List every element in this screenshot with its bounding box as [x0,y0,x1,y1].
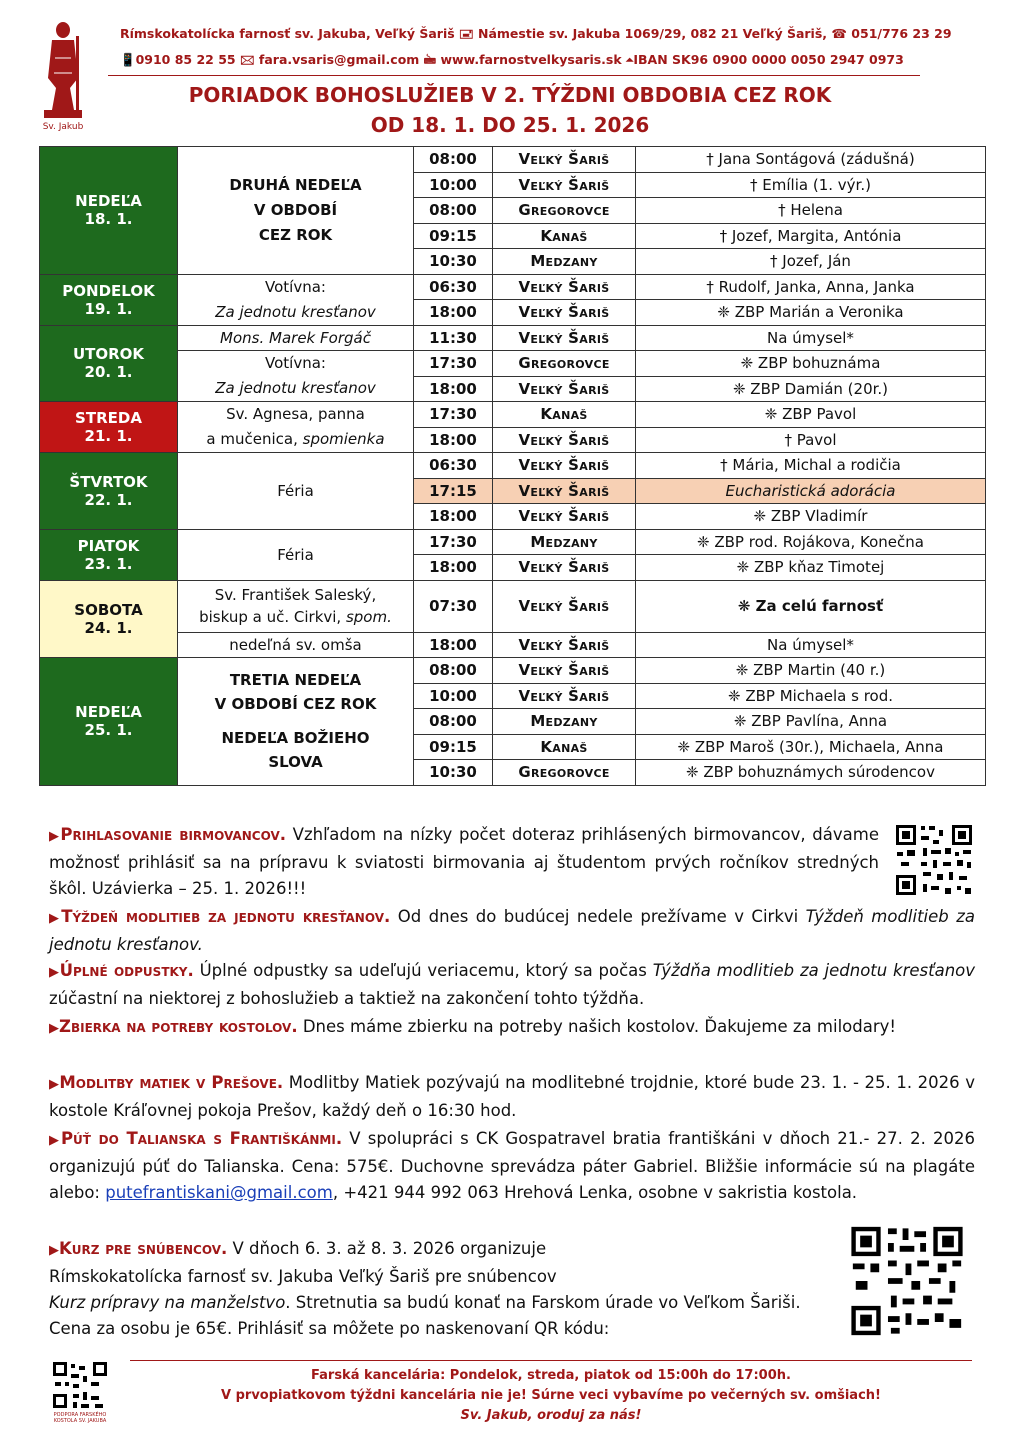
announcement-text: V spolupráci s CK Gospatravel bratia františkáni v dňoch 21.- 27. 2. 2026 organizujú púť do Talianska. Cena: 575€. Duchovne sprevádza páter Gabriel. Bližšie informácie sú na plagáte alebo: [49,1129,975,1202]
announcement-heading: Zbierka na potreby kostolov. [59,1017,298,1036]
mass-intention: † Mária, Michal a rodičia [636,453,986,479]
mass-intention: † Emília (1. výr.) [636,172,986,198]
mass-time: 18:00 [414,300,493,326]
mass-intention: ❈ ZBP Pavlína, Anna [636,709,986,735]
qr-code-icon[interactable] [847,1222,967,1340]
mass-place: Gregorovce [493,351,636,377]
feast-cell: Votívna: Za jednotu kresťanov [178,274,414,325]
day-cell-wednesday: STREDA 21. 1. [40,402,178,453]
day-cell-sunday: NEDEĽA 18. 1. [40,147,178,275]
mass-place: Veľký Šariš [493,683,636,709]
mass-time: 11:30 [414,325,493,351]
table-row [40,453,986,479]
mass-place: Medzany [493,709,636,735]
mass-intention: ❈ ZBP bohuznámych súrodencov [636,760,986,786]
feast-cell: Féria [178,529,414,580]
announcement-text: Cena za osobu je 65€. Prihlásiť sa môžete po naskenovaní QR kódu: [49,1319,610,1338]
day-cell-sunday: NEDEĽA 25. 1. [40,658,178,786]
mass-intention: ❈ ZBP kňaz Timotej [636,555,986,581]
mass-time: 17:30 [414,529,493,555]
announcement-collection [49,1014,975,1042]
announcement-confirmation [49,822,879,902]
title-line-1: PORIADOK BOHOSLUŽIEB V 2. TÝŽDNI OBDOBIA CEZ ROK [188,83,832,107]
announcement-italic: Týždňa modlitieb za jednotu kresťanov [652,961,976,980]
arrow-icon: ▶ [49,1021,59,1036]
announcement-text: Od dnes do budúcej nedele prežívame v Cirkvi [390,907,806,926]
announcement-mothers-prayer [49,1070,975,1124]
mass-time: 10:00 [414,683,493,709]
table-row [40,632,986,658]
mass-place: Veľký Šariš [493,147,636,173]
mass-place: Veľký Šariš [493,325,636,351]
saint-jacob-statue-icon [30,18,96,122]
qr-code-icon [893,822,975,898]
mass-intention: Eucharistická adorácia [636,478,986,504]
support-qr [50,1360,110,1424]
feast-cell: Sv. František Saleský, biskup a uč. Cirkvi, spom. [178,580,414,632]
mass-time: 18:00 [414,376,493,402]
mass-place: Veľký Šariš [493,427,636,453]
mass-time: 18:00 [414,504,493,530]
mass-place: Kanaš [493,734,636,760]
mass-intention: † Jana Sontágová (zádušná) [636,147,986,173]
mass-place: Kanaš [493,402,636,428]
announcement-heading: Týždeň modlitieb za jednotu kresťanov. [61,907,391,926]
announcement-text: , +421 944 992 063 Hrehová Lenka, osobne v sakristia kostola. [332,1183,858,1202]
announcement-engaged-course [49,1236,829,1342]
arrow-icon: ▶ [49,829,61,844]
mass-time: 06:30 [414,274,493,300]
mass-intention: ❈ ZBP Damián (20r.) [636,376,986,402]
mass-intention: Na úmysel* [636,325,986,351]
mass-time: 08:00 [414,709,493,735]
parish-logo [30,18,96,136]
day-cell-tuesday: UTOROK 20. 1. [40,325,178,402]
office-hours: Farská kancelária: Pondelok, streda, piatok od 15:00h do 17:00h. [311,1368,791,1383]
footer-rule [130,1360,972,1361]
mass-intention: † Jozef, Ján [636,249,986,275]
feast-cell: Sv. Agnesa, panna a mučenica, spomienka [178,402,414,453]
mass-intention: † Pavol [636,427,986,453]
arrow-icon: ▶ [49,1243,59,1258]
mass-place: Veľký Šariš [493,504,636,530]
announcement-heading: Prihlasovanie birmovancov. [60,825,287,844]
mass-place: Veľký Šariš [493,453,636,479]
mass-intention: † Helena [636,198,986,224]
mass-place: Veľký Šariš [493,300,636,326]
mass-place: Kanaš [493,223,636,249]
day-cell-thursday: ŠTVRTOK 22. 1. [40,453,178,530]
header-rule [108,75,920,76]
mass-intention: ❈ ZBP Marián a Veronika [636,300,986,326]
mass-time: 10:00 [414,172,493,198]
announcement-indulgences [49,958,975,1012]
table-row [40,529,986,555]
announcement-text: Modlitby Matiek pozývajú na modlitebné trojdnie, ktoré bude 23. 1. - 25. 1. 2026 v kostole Kráľovnej pokoja Prešov, každý deň o 16:30 hod. [49,1073,976,1120]
announcement-italic: Týždeň modlitieb za jednotu kresťanov. [49,907,975,954]
mass-place: Veľký Šariš [493,580,636,632]
feast-cell: DRUHÁ NEDEĽA V OBDOBÍ CEZ ROK [178,147,414,275]
mass-time: 10:30 [414,760,493,786]
mass-time: 10:30 [414,249,493,275]
mass-time: 08:00 [414,198,493,224]
mass-intention: ❈ ZBP Vladimír [636,504,986,530]
announcement-unity-week [49,904,975,958]
schedule-table [39,146,986,786]
announcement-text: Dnes máme zbierku na potreby našich kostolov. Ďakujeme za milodary! [297,1017,897,1036]
mass-place: Veľký Šariš [493,172,636,198]
mass-intention: † Jozef, Margita, Antónia [636,223,986,249]
mass-time: 09:15 [414,734,493,760]
footer [130,1366,972,1426]
qr-code-icon [51,1360,109,1410]
table-row [40,325,986,351]
mass-time: 18:00 [414,427,493,453]
mass-place: Veľký Šariš [493,658,636,684]
table-row [40,658,986,684]
title-line-2: OD 18. 1. DO 25. 1. 2026 [370,113,650,137]
mass-time: 18:00 [414,555,493,581]
mass-time: 18:00 [414,632,493,658]
mass-time: 08:00 [414,147,493,173]
prayer-line: Sv. Jakub, oroduj za nás! [460,1408,642,1423]
announcement-heading: Úplné odpustky. [59,961,194,980]
announcement-text: zúčastní na niektorej z bohoslužieb a taktiež na zakončení tohto týždňa. [49,989,645,1008]
announcement-italic: Kurz prípravy na manželstvo [49,1293,286,1312]
mass-place: Medzany [493,529,636,555]
mass-intention: Na úmysel* [636,632,986,658]
mass-time: 08:00 [414,658,493,684]
mass-intention: ❈ ZBP Martin (40 r.) [636,658,986,684]
header-contact-line-1: Rímskokatolícka farnosť sv. Jakuba, Veľký Šariš 🖃 Námestie sv. Jakuba 1069/29, 082 21 Veľký Šariš, ☎ 051/776 23 29 [120,26,952,41]
email-link[interactable]: putefrantiskani@gmail.com [105,1183,333,1202]
day-cell-saturday: SOBOTA 24. 1. [40,580,178,658]
mass-time: 17:15 [414,478,493,504]
mass-place: Veľký Šariš [493,478,636,504]
mass-place: Gregorovce [493,198,636,224]
office-note: V prvopiatkovom týždni kancelária nie je! Súrne veci vybavíme po večerných sv. omšiach! [221,1388,881,1403]
announcement-pilgrimage [49,1126,975,1206]
announcement-text: . Stretnutia sa budú konať na Farskom úrade vo Veľkom Šariši. [285,1293,801,1312]
qr-caption: PODPORA FARSKÉHO KOSTOLA SV. JAKUBA [53,1412,107,1424]
mass-time: 17:30 [414,402,493,428]
announcement-heading: Modlitby matiek v Prešove. [59,1073,284,1092]
mass-time: 06:30 [414,453,493,479]
day-cell-friday: PIATOK 23. 1. [40,529,178,580]
mass-intention: ❋ Za celú farnosť [636,580,986,632]
feast-cell: Féria [178,453,414,530]
mass-place: Veľký Šariš [493,632,636,658]
mass-place: Veľký Šariš [493,376,636,402]
mass-place: Medzany [493,249,636,275]
mass-intention: ❈ ZBP rod. Rojákova, Konečna [636,529,986,555]
parish-header [108,25,968,76]
arrow-icon: ▶ [49,911,62,926]
feast-cell: TRETIA NEDEĽA V OBDOBÍ CEZ ROK NEDEĽA BOŽIEHO SLOVA [178,658,414,786]
mass-intention: ❈ ZBP Maroš (30r.), Michaela, Anna [636,734,986,760]
table-row [40,351,986,377]
arrow-icon: ▶ [49,1077,60,1092]
feast-cell: Votívna: Za jednotu kresťanov [178,351,414,402]
mass-intention: ❈ ZBP Pavol [636,402,986,428]
feast-cell: Mons. Marek Forgáč [178,325,414,351]
logo-caption: Sv. Jakub [42,122,84,132]
mass-time: 09:15 [414,223,493,249]
mass-place: Veľký Šariš [493,274,636,300]
table-row [40,147,986,173]
announcement-heading: Kurz pre snúbencov. [59,1239,228,1258]
mass-intention: ❈ ZBP bohuznáma [636,351,986,377]
mass-intention: † Rudolf, Janka, Anna, Janka [636,274,986,300]
announcement-heading: Púť do Talianska s Františkánmi. [60,1129,343,1148]
announcement-text: Vzhľadom na nízky počet doteraz prihlásených birmovancov, dávame možnosť prihlásiť sa na prípravu k sviatosti birmovania aj študentom prvých ročníkov stredných škôl. Uzávierka – 25. 1. 2026!!! [49,825,879,898]
announcement-text: Rímskokatolícka farnosť sv. Jakuba Veľký Šariš pre snúbencov [49,1267,557,1286]
day-cell-monday: PONDELOK 19. 1. [40,274,178,325]
table-row [40,274,986,300]
mass-time: 07:30 [414,580,493,632]
table-row [40,402,986,428]
arrow-icon: ▶ [49,1133,61,1148]
mass-intention: ❈ ZBP Michaela s rod. [636,683,986,709]
mass-place: Gregorovce [493,760,636,786]
feast-cell: nedeľná sv. omša [178,632,414,658]
page-title [100,80,920,140]
header-contact-line-2: 📱0910 85 22 55 🖂 fara.vsaris@gmail.com 🖮 www.farnostvelkysaris.sk ⏶IBAN SK96 0900 0000 0050 2947 0973 [120,52,904,67]
mass-time: 17:30 [414,351,493,377]
announcement-text: V dňoch 6. 3. až 8. 3. 2026 organizuje [227,1239,547,1258]
arrow-icon: ▶ [49,965,60,980]
mass-place: Veľký Šariš [493,555,636,581]
announcement-text: Úplné odpustky sa udeľujú veriacemu, ktorý sa počas [193,961,653,980]
table-row [40,580,986,632]
